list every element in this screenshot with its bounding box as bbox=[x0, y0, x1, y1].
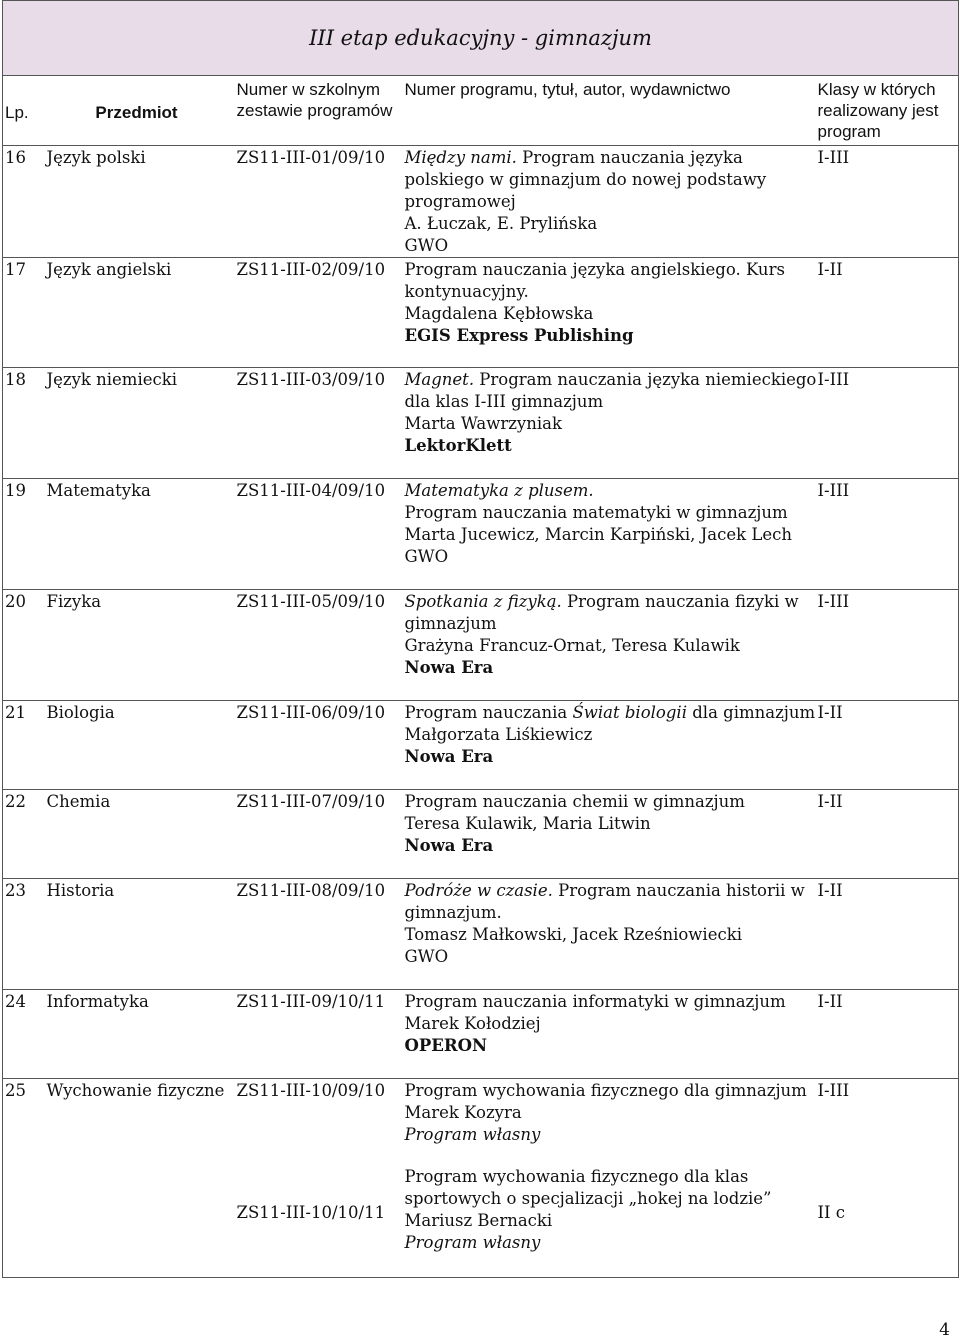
program-title: Program nauczania historii w gimnazjum. bbox=[404, 881, 805, 922]
program-author: Magdalena Kębłowska bbox=[404, 304, 594, 323]
row-classes: I-II bbox=[818, 790, 959, 879]
row-subject: Biologia bbox=[47, 701, 237, 790]
row-classes: I-II bbox=[818, 990, 959, 1079]
table-row bbox=[3, 1165, 959, 1278]
row-program bbox=[405, 368, 818, 479]
table-row bbox=[3, 146, 959, 258]
row-program bbox=[405, 1079, 818, 1165]
row-number: ZS11-III-06/09/10 bbox=[237, 701, 405, 790]
program-publisher: Nowa Era bbox=[404, 747, 494, 766]
row-lp: 25 bbox=[5, 1081, 26, 1100]
row-subject: Historia bbox=[47, 879, 237, 990]
program-author: Teresa Kulawik, Maria Litwin bbox=[404, 814, 651, 833]
row-program bbox=[405, 879, 818, 990]
row-lp: 22 bbox=[3, 790, 47, 879]
row-program bbox=[405, 590, 818, 701]
header-number: Numer w szkolnym zestawie programów bbox=[237, 76, 405, 146]
program-author: Marek Kołodziej bbox=[404, 1014, 541, 1033]
program-title: dla gimnazjum bbox=[686, 703, 816, 722]
program-author: Małgorzata Liśkiewicz bbox=[404, 725, 593, 744]
header-classes: Klasy w których realizowany jest program bbox=[818, 76, 959, 146]
program-title: Program nauczania chemii w gimnazjum bbox=[404, 792, 745, 811]
program-title-italic: Matematyka z plusem. bbox=[404, 481, 594, 500]
header-lp: Lp. bbox=[3, 76, 47, 146]
program-author: Marta Wawrzyniak bbox=[404, 414, 562, 433]
program-publisher: OPERON bbox=[404, 1036, 488, 1055]
row-number: ZS11-III-02/09/10 bbox=[237, 258, 405, 368]
header-subject: Przedmiot bbox=[47, 76, 237, 146]
program-title-italic: Świat biologii bbox=[572, 703, 687, 722]
table-row bbox=[3, 258, 959, 368]
row-classes: I-III bbox=[817, 1081, 850, 1100]
program-title-italic: Podróże w czasie. bbox=[404, 881, 553, 900]
row-number: ZS11-III-07/09/10 bbox=[237, 790, 405, 879]
row-number: ZS11-III-03/09/10 bbox=[237, 368, 405, 479]
title-row bbox=[3, 1, 959, 76]
row-lp: 23 bbox=[3, 879, 47, 990]
stage-title: III etap edukacyjny - gimnazjum bbox=[3, 1, 959, 76]
program-author: Mariusz Bernacki bbox=[404, 1210, 553, 1230]
row-classes: I-III bbox=[818, 368, 959, 479]
program-title: Program wychowania fizycznego dla gimnazjum bbox=[404, 1081, 807, 1100]
program-table bbox=[2, 0, 959, 1278]
row-classes: I-III bbox=[818, 590, 959, 701]
row-lp: 16 bbox=[3, 146, 47, 258]
row-program bbox=[405, 479, 818, 590]
row-number: ZS11-III-04/09/10 bbox=[237, 479, 405, 590]
program-publisher: EGIS Express Publishing bbox=[404, 326, 634, 345]
row-subject: Język angielski bbox=[47, 258, 237, 368]
program-title-italic: Między nami. bbox=[404, 148, 517, 167]
row-lp bbox=[3, 1165, 47, 1278]
program-author: Grażyna Francuz-Ornat, Teresa Kulawik bbox=[404, 636, 740, 655]
row-classes: I-II bbox=[818, 701, 959, 790]
row-lp: 21 bbox=[3, 701, 47, 790]
row-number: ZS11-III-05/09/10 bbox=[237, 590, 405, 701]
row-classes: I-III bbox=[818, 146, 959, 258]
row-program bbox=[405, 258, 818, 368]
row-subject: Informatyka bbox=[47, 990, 237, 1079]
row-lp: 18 bbox=[3, 368, 47, 479]
row-number: ZS11-III-08/09/10 bbox=[237, 879, 405, 990]
row-lp: 24 bbox=[3, 990, 47, 1079]
program-title-italic: Spotkania z fizyką. bbox=[404, 592, 562, 611]
row-lp: 19 bbox=[3, 479, 47, 590]
table-row bbox=[3, 701, 959, 790]
program-title: Program nauczania języka niemieckiego dla klas I-III gimnazjum bbox=[404, 370, 817, 411]
program-title: Program nauczania języka angielskiego. Kurs kontynuacyjny. bbox=[404, 260, 785, 301]
table-row bbox=[3, 879, 959, 990]
row-subject: Wychowanie fizyczne bbox=[46, 1081, 225, 1100]
table-row bbox=[3, 1079, 959, 1165]
program-author: Marek Kozyra bbox=[404, 1103, 522, 1122]
row-number: ZS11-III-10/10/11 bbox=[237, 1165, 405, 1278]
row-classes: I-II bbox=[818, 879, 959, 990]
row-program bbox=[405, 1165, 818, 1278]
program-title-italic: Magnet. bbox=[404, 370, 475, 389]
program-publisher: GWO bbox=[404, 947, 449, 966]
row-number: ZS11-III-01/09/10 bbox=[237, 146, 405, 258]
row-program bbox=[405, 990, 818, 1079]
table-row bbox=[3, 990, 959, 1079]
row-classes: I-II bbox=[818, 258, 959, 368]
row-program bbox=[405, 701, 818, 790]
program-publisher: Program własny bbox=[404, 1232, 541, 1252]
row-classes: II c bbox=[818, 1165, 959, 1278]
program-title: Program nauczania języka polskiego w gimnazjum do nowej podstawy programowej bbox=[404, 148, 767, 211]
row-subject: Fizyka bbox=[47, 590, 237, 701]
program-publisher: GWO bbox=[404, 236, 449, 255]
row-subject: Chemia bbox=[47, 790, 237, 879]
page-number: 4 bbox=[939, 1320, 950, 1340]
row-lp: 20 bbox=[3, 590, 47, 701]
program-publisher: GWO bbox=[404, 547, 449, 566]
program-title: Program wychowania fizycznego dla klas sportowych o specjalizacji „hokej na lodzie” bbox=[404, 1166, 772, 1208]
program-title: Program nauczania matematyki w gimnazjum bbox=[404, 503, 788, 522]
program-author: A. Łuczak, E. Prylińska bbox=[404, 214, 598, 233]
row-subject: Język polski bbox=[47, 146, 237, 258]
program-publisher: Program własny bbox=[404, 1125, 541, 1144]
row-number: ZS11-III-10/09/10 bbox=[236, 1081, 386, 1100]
row-subject: Matematyka bbox=[47, 479, 237, 590]
program-title: Program nauczania fizyki w gimnazjum bbox=[404, 592, 799, 633]
row-program bbox=[405, 790, 818, 879]
table-row bbox=[3, 790, 959, 879]
table-row bbox=[3, 479, 959, 590]
program-title-prefix: Program nauczania bbox=[404, 703, 573, 722]
table-row bbox=[3, 368, 959, 479]
row-subject: Język niemiecki bbox=[47, 368, 237, 479]
header-program: Numer programu, tytuł, autor, wydawnictwo bbox=[405, 76, 818, 146]
header-row bbox=[3, 76, 959, 146]
row-subject bbox=[47, 1165, 237, 1278]
program-title: Program nauczania informatyki w gimnazjum bbox=[404, 992, 786, 1011]
row-lp: 17 bbox=[3, 258, 47, 368]
table-row bbox=[3, 590, 959, 701]
program-author: Marta Jucewicz, Marcin Karpiński, Jacek Lech bbox=[404, 525, 792, 544]
row-classes: I-III bbox=[818, 479, 959, 590]
program-author: Tomasz Małkowski, Jacek Rześniowiecki bbox=[404, 925, 742, 944]
program-publisher: Nowa Era bbox=[404, 836, 494, 855]
row-program bbox=[405, 146, 818, 258]
program-publisher: Nowa Era bbox=[404, 658, 494, 677]
row-number: ZS11-III-09/10/11 bbox=[237, 990, 405, 1079]
program-publisher: LektorKlett bbox=[404, 436, 512, 455]
